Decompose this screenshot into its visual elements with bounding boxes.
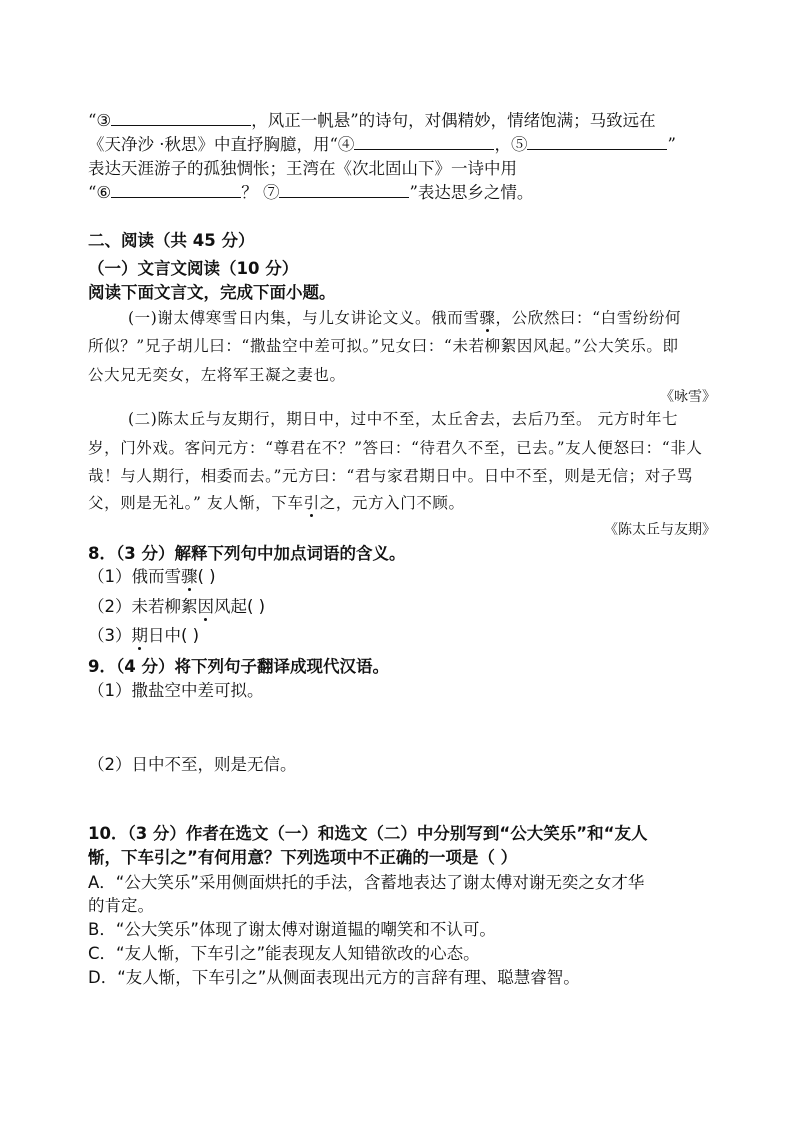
poem-text: “⑥ [88, 183, 112, 202]
q10-stem-1: 10．（3 分）作者在选文（一）和选文（二）中分别写到“公大笑乐”和“友人 [88, 824, 648, 843]
q8-item-2 [88, 596, 265, 618]
passage1-line-2: 所似？”兄子胡儿曰：“撒盐空中差可拟。”兄女曰：“未若柳絮因风起。”公大笑乐。即 [88, 337, 679, 355]
poem-text: ，风正一帆悬”的诗句，对偶精妙，情绪饱满；马致远在 [251, 111, 656, 130]
q8-item-1 [88, 566, 216, 588]
poem-text: ”表达思乡之情。 [409, 183, 534, 202]
answer-blank-4[interactable] [354, 135, 494, 150]
answer-paren[interactable]: 日中( ) [148, 626, 200, 645]
poem-line-4 [88, 182, 533, 204]
passage-text: 之，元方入门不顾。 [319, 494, 465, 512]
poem-text: ，⑤ [494, 135, 528, 154]
dotted-word: 骤 [181, 567, 198, 586]
passage1-source: 《咏雪》 [660, 389, 716, 405]
passage2-line-2: 岁，门外戏。客问元方：“尊君在不？”答曰：“待君久不至，已去。”友人便怒曰：“非人 [88, 439, 703, 457]
answer-paren[interactable]: 风起( ) [214, 597, 266, 616]
poem-text: “③ [88, 111, 112, 130]
answer-blank-3[interactable] [111, 111, 251, 126]
instruction: 阅读下面文言文，完成下面小题。 [88, 283, 336, 302]
poem-line-3: 表达天涯游子的孤独惆怅；王湾在《次北固山下》一诗中用 [88, 159, 517, 178]
q8-item-3 [88, 625, 199, 647]
item-text: （2）未若柳絮 [88, 597, 198, 616]
item-text: （3） [88, 626, 132, 645]
dotted-word: 期 [131, 626, 148, 645]
answer-blank-6[interactable] [111, 183, 241, 198]
item-text: （1）俄而雪 [88, 567, 181, 586]
passage-text: (一)谢太傅寒雪日内集，与儿女讲论文义。俄而雪 [128, 309, 480, 327]
q10-option-c[interactable]: C．“友人惭，下车引之”能表现友人知错欲改的心态。 [88, 944, 480, 963]
passage2-source: 《陈太丘与友期》 [604, 522, 716, 538]
answer-paren[interactable]: ( ) [197, 567, 216, 586]
poem-text: ？ ⑦ [241, 183, 280, 202]
poem-line-1 [88, 110, 656, 132]
dotted-word: 引 [303, 494, 320, 512]
answer-blank-7[interactable] [279, 183, 409, 198]
poem-text: 《天净沙 ·秋思》中直抒胸臆，用“④ [88, 135, 355, 154]
poem-line-2 [88, 134, 676, 156]
q9-item-2: （2）日中不至，则是无信。 [88, 755, 297, 774]
answer-blank-5[interactable] [527, 135, 667, 150]
dotted-word: 骤 [479, 309, 496, 327]
q8-stem: 8．（3 分）解释下列句中加点词语的含义。 [88, 544, 406, 563]
passage-text: 父，则是无礼。” 友人惭，下车 [88, 494, 304, 512]
q9-item-1: （1）撒盐空中差可拟。 [88, 681, 264, 700]
passage1-line-1 [128, 307, 681, 329]
passage2-line-1: (二)陈太丘与友期行，期日中，过中不至，太丘舍去，去后乃至。 元方时年七 [128, 410, 679, 428]
q10-stem-2: 惭，下车引之”有何用意？下列选项中不正确的一项是（ ） [88, 848, 518, 867]
q9-stem: 9．（4 分）将下列句子翻译成现代汉语。 [88, 657, 389, 676]
passage1-line-3: 公大兄无奕女，左将军王凝之妻也。 [88, 366, 346, 384]
passage-text: ，公欣然曰：“白雪纷纷何 [495, 309, 682, 327]
passage2-line-3: 哉！与人期行，相委而去。”元方曰：“君与家君期日中。日中不至，则是无信；对子骂 [88, 467, 694, 485]
q10-option-a[interactable]: A．“公大笑乐”采用侧面烘托的手法，含蓄地表达了谢太傅对谢无奕之女才华 [88, 873, 645, 892]
q10-option-b[interactable]: B．“公大笑乐”体现了谢太傅对谢道韫的嘲笑和不认可。 [88, 920, 496, 939]
subsection-title: （一）文言文阅读（10 分） [88, 259, 299, 278]
dotted-word: 因 [197, 597, 214, 616]
poem-text: ” [667, 135, 676, 154]
q10-option-a-cont: 的肯定。 [88, 896, 154, 915]
q10-option-d[interactable]: D．“友人惭，下车引之”从侧面表现出元方的言辞有理、聪慧睿智。 [88, 968, 580, 987]
passage2-line-4 [88, 492, 465, 514]
section-title: 二、阅读（共 45 分） [88, 231, 255, 250]
